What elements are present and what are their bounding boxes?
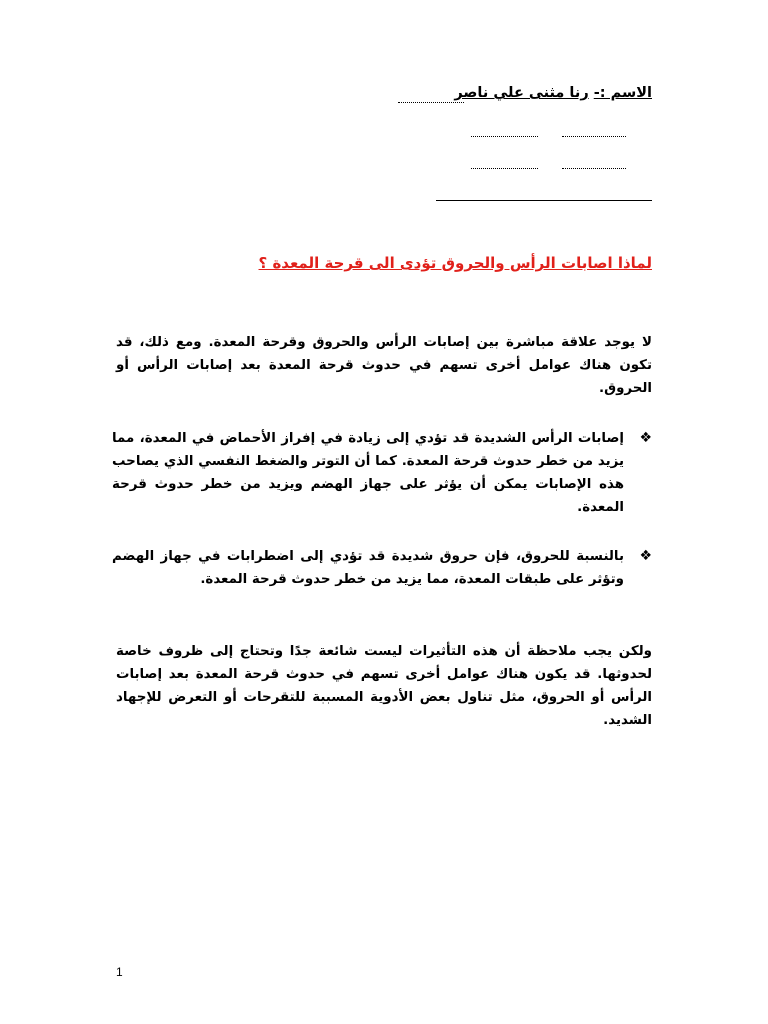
bullet-text: بالنسبة للحروق، فإن حروق شديدة قد تؤدي إلى اضطرابات في جهاز الهضم وتؤثر على طبقات المعدة، مما يزيد من خطر حدوث قرحة المعدة. [112,549,624,587]
question-title: لماذا اصابات الرأس والحروق تؤدى الى قرحة المعدة ؟ [258,254,652,272]
page-number: 1 [116,965,123,979]
bullet-text: إصابات الرأس الشديدة قد تؤدي إلى زيادة في إفراز الأحماض في المعدة، مما يزيد من خطر حدوث قرحة المعدة. كما أن التوتر والضغط النفسي الذي يصاحب هذه الإصابات يمكن أن يؤثر على جهاز الهضم ويزيد من خطر حدوث قرحة المعدة. [112,431,624,515]
blank-dotted-line [471,168,538,169]
conclusion-paragraph: ولكن يجب ملاحظة أن هذه التأثيرات ليست شائعة جدًا وتحتاج إلى ظروف خاصة لحدوثها. قد يكون هناك عوامل أخرى تسهم في حدوث قرحة المعدة بعد إصابات الرأس أو الحروق، مثل تناول بعض الأدوية المسببة للتقرحات أو التعرض للإجهاد الشديد. [116,644,652,728]
blank-dotted-line [471,136,538,137]
intro-paragraph: لا يوجد علاقة مباشرة بين إصابات الرأس والحروق وقرحة المعدة. ومع ذلك، قد تكون هناك عوامل أخرى تسهم في حدوث قرحة المعدة بعد إصابات الرأس أو الحروق. [116,335,652,396]
name-value: رنا مثنى علي ناصر [454,85,589,101]
name-line [454,85,652,101]
name-label: الاسم :- [593,85,652,101]
bullet-item [112,427,652,519]
blank-dotted-line [562,136,626,137]
blank-dotted-line [562,168,626,169]
bullet-item [112,545,652,591]
diamond-bullet-icon: ❖ [639,430,652,446]
blank-dotted-line [398,102,464,103]
separator-line [436,200,652,201]
diamond-bullet-icon: ❖ [639,548,652,564]
